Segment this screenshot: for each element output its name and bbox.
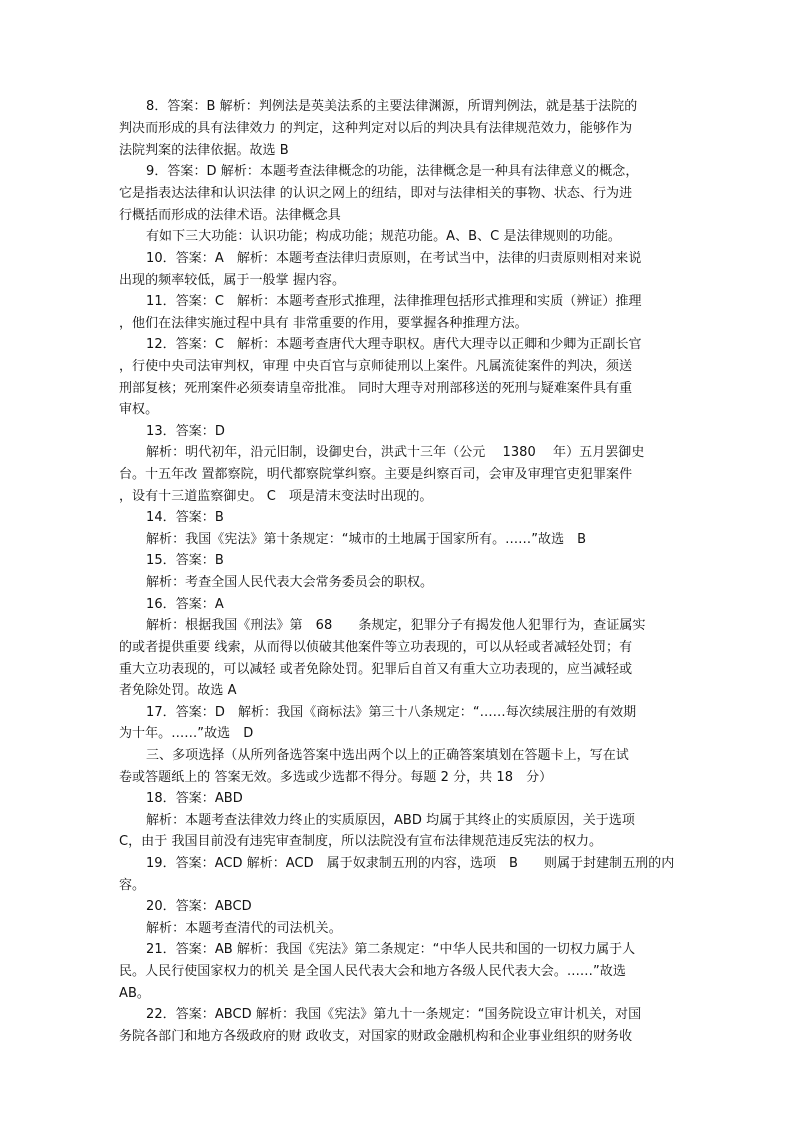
text-line: 台。十五年改 置都察院，明代都察院掌纠察。主要是纠察百司，会审及审理官吏犯罪案件 [119,467,633,482]
text-line: 解析：明代初年，沿元旧制，设御史台，洪武十三年（公元 1380 年）五月罢御史 [146,445,645,460]
text-line: 17．答案：D 解析：我国《商标法》第三十八条规定：“……每次续展注册的有效期 [146,705,637,720]
text-line: 重大立功表现的，可以减轻 或者免除处罚。犯罪后自首又有重大立功表现的，应当减轻或 [119,662,633,677]
text-line: 11．答案：C 解析：本题考查形式推理，法律推理包括形式推理和实质（辨证）推理 [146,294,642,309]
text-line: 22．答案：ABCD 解析：我国《宪法》第九十一条规定：“国务院设立审计机关，对国 [146,1007,642,1022]
text-line: C，由于 我国目前没有违宪审查制度，所以法院没有宣布法律规范违反宪法的权力。 [119,834,603,849]
text-line: 15．答案：B [146,553,224,568]
text-line: 解析：考查全国人民代表大会常务委员会的职权。 [146,575,434,590]
text-line: 解析：根据我国《刑法》第 68 条规定，犯罪分子有揭发他人犯罪行为，查证属实 [146,618,646,633]
text-line: 务院各部门和地方各级政府的财 政收支，对国家的财政金融机构和企业事业组织的财务收 [119,1029,633,1044]
text-line: AB。 [119,986,150,1001]
text-line: 的或者提供重要 线索，从而得以侦破其他案件等立功表现的，可以从轻或者减轻处罚；有 [119,640,633,655]
text-line: ，设有十三道监察御史。 C 项是清末变法时出现的。 [119,489,433,504]
text-line: 容。 [119,878,146,893]
text-line: 19．答案：ACD 解析：ACD 属于奴隶制五刑的内容，选项 B 则属于封建制五刑的内 [146,856,675,871]
text-line: 卷或答题纸上的 答案无效。多选或少选都不得分。每题 2 分，共 18 分） [119,770,553,785]
text-line: 民。人民行使国家权力的机关 是全国人民代表大会和地方各级人民代表大会。……”故选 [119,964,626,979]
text-line: 出现的频率较低，属于一般掌 握内容。 [119,273,346,288]
text-line: 14．答案：B [146,510,224,525]
text-line: 8．答案：B 解析：判例法是英美法系的主要法律渊源，所谓判例法，就是基于法院的 [146,99,638,114]
text-line: 解析：本题考查法律效力终止的实质原因，ABD 均属于其终止的实质原因，关于选项 [146,813,635,828]
text-line: 三、多项选择（从所列备选答案中选出两个以上的正确答案填划在答题卡上，写在试 [146,748,629,763]
text-line: 解析：我国《宪法》第十条规定：“城市的土地属于国家所有。……”故选 B [146,532,587,547]
text-line: ，他们在法律实施过程中具有 非常重要的作用，要掌握各种推理方法。 [119,316,528,331]
text-line: 法院判案的法律依据。故选 B [119,143,289,158]
text-line: 为十年。……”故选 D [119,726,254,741]
text-line: 18．答案：ABD [146,791,243,806]
text-line: 20．答案：ABCD [146,899,252,914]
text-line: 21．答案：AB 解析：我国《宪法》第二条规定：“中华人民共和国的一切权力属于人 [146,942,636,957]
text-line: 它是指表达法律和认识法律 的认识之网上的纽结，即对与法律相关的事物、状态、行为进 [119,186,633,201]
text-line: 10．答案：A 解析：本题考查法律归责原则，在考试当中，法律的归责原则相对来说 [146,251,642,266]
text-line: 13．答案：D [146,424,225,439]
text-line: ，行使中央司法审判权，审理 中央百官与京师徒刑以上案件。凡属流徒案件的判决，须送 [119,359,633,374]
text-line: 审权。 [119,402,159,417]
text-line: 有如下三大功能：认识功能；构成功能；规范功能。A、B、C 是法律规则的功能。 [146,229,621,244]
text-line: 9．答案：D 解析：本题考查法律概念的功能，法律概念是一种具有法律意义的概念， [146,164,639,179]
text-line: 行概括而形成的法律术语。法律概念具 [119,208,341,223]
text-line: 刑部复核；死刑案件必须奏请皇帝批准。 同时大理寺对刑部移送的死刑与疑难案件具有重 [119,381,633,396]
text-line: 者免除处罚。故选 A [119,683,237,698]
text-line: 12．答案：C 解析：本题考查唐代大理寺职权。唐代大理寺以正卿和少卿为正副长官 [146,337,642,352]
text-line: 解析：本题考查清代的司法机关。 [146,921,342,936]
text-line: 16．答案：A [146,597,224,612]
text-line: 判决而形成的具有法律效力 的判定，这种判定对以后的判决具有法律规范效力，能够作为 [119,121,633,136]
